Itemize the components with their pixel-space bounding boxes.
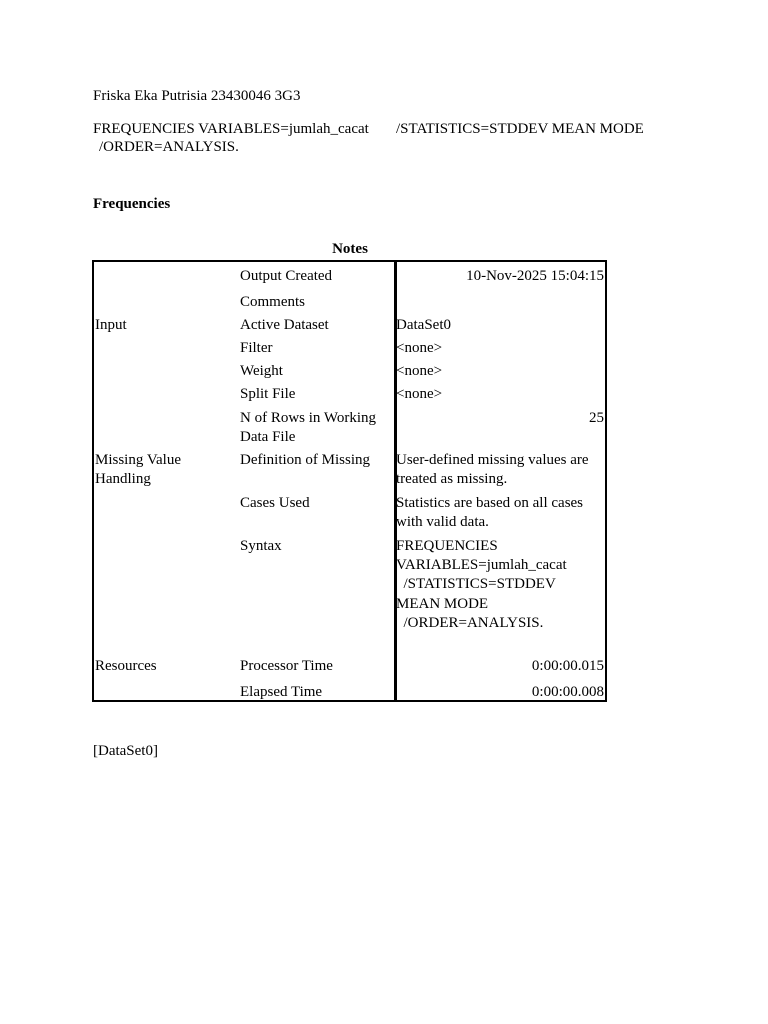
document-header: Friska Eka Putrisia 23430046 3G3: [93, 88, 301, 104]
weight-value: <none>: [396, 363, 443, 379]
output-created-label: Output Created: [240, 268, 333, 284]
section-title: Frequencies: [93, 196, 171, 212]
cases-used-label: Cases Used: [240, 495, 310, 511]
syntax-value-line4: MEAN MODE: [396, 596, 489, 612]
active-dataset-label: Active Dataset: [240, 317, 329, 333]
notes-table-title: Notes: [332, 241, 368, 257]
resources-group-label: Resources: [95, 658, 157, 674]
syntax-value-line5: /ORDER=ANALYSIS.: [396, 615, 544, 631]
syntax-value-line1: FREQUENCIES: [396, 538, 498, 554]
n-rows-label-line1: N of Rows in Working: [240, 410, 377, 426]
active-dataset-value: DataSet0: [396, 317, 451, 333]
elapsed-time-label: Elapsed Time: [240, 684, 323, 700]
definition-missing-label: Definition of Missing: [240, 452, 370, 468]
weight-label: Weight: [240, 363, 283, 379]
filter-value: <none>: [396, 340, 443, 356]
n-rows-value: 25: [589, 410, 604, 426]
split-file-value: <none>: [396, 386, 443, 402]
cases-used-value-line1: Statistics are based on all cases: [396, 495, 584, 511]
output-created-value: 10-Nov-2025 15:04:15: [466, 268, 604, 284]
syntax-value-line2: VARIABLES=jumlah_cacat: [396, 557, 567, 573]
syntax-command-line-1b: /STATISTICS=STDDEV MEAN MODE: [396, 121, 644, 137]
elapsed-time-value: 0:00:00.008: [531, 684, 604, 700]
processor-time-value: 0:00:00.015: [531, 658, 604, 674]
syntax-command-line-1: FREQUENCIES VARIABLES=jumlah_cacat: [93, 121, 369, 137]
missing-group-label-line1: Missing Value: [95, 452, 181, 468]
notes-table: [92, 260, 607, 702]
cases-used-value-line2: with valid data.: [396, 514, 489, 530]
definition-missing-value-line1: User-defined missing values are: [396, 452, 589, 468]
dataset-note: [DataSet0]: [93, 743, 158, 759]
split-file-label: Split File: [240, 386, 296, 402]
input-group-label: Input: [95, 317, 127, 333]
n-rows-label-line2: Data File: [240, 429, 296, 445]
missing-group-label-line2: Handling: [95, 471, 151, 487]
processor-time-label: Processor Time: [240, 658, 333, 674]
definition-missing-value-line2: treated as missing.: [396, 471, 508, 487]
syntax-command-line-2: /ORDER=ANALYSIS.: [99, 139, 239, 155]
filter-label: Filter: [240, 340, 273, 356]
comments-label: Comments: [240, 294, 306, 310]
syntax-label: Syntax: [240, 538, 282, 554]
syntax-value-line3: /STATISTICS=STDDEV: [396, 576, 556, 592]
